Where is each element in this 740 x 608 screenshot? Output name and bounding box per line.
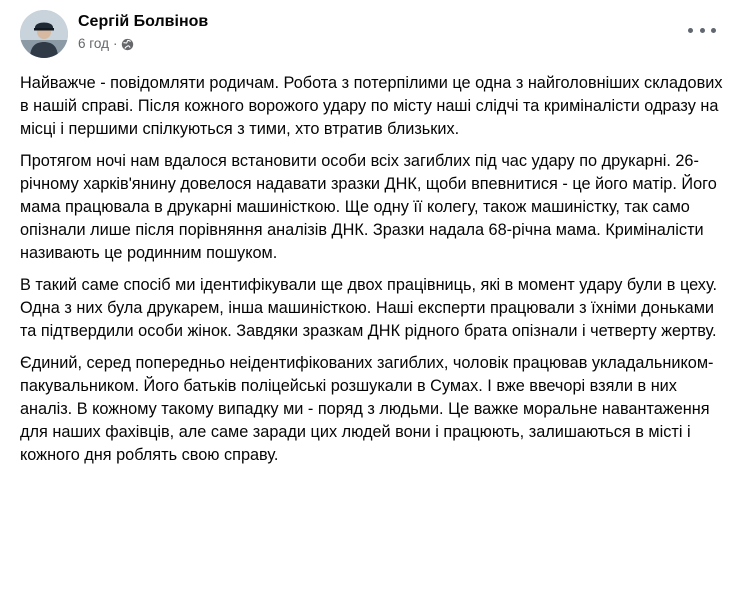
more-dot — [700, 28, 705, 33]
post-header — [20, 10, 208, 58]
post-paragraph: Найважче - повідомляти родичам. Робота з потерпілими це одна з найголовніших складових в нашій справі. Після кожного ворожого удару по місту наші слідчі та криміналісти одразу на місці і першими спілкуються з тими, хто втратив близьких. — [20, 74, 723, 138]
post-body — [20, 72, 725, 476]
avatar[interactable] — [20, 10, 68, 58]
post-timestamp[interactable]: 6 год — [78, 36, 109, 51]
more-options-icon[interactable] — [688, 22, 716, 38]
author-name[interactable]: Сергій Болвінов — [78, 13, 209, 30]
post-meta — [78, 10, 208, 53]
more-dot — [711, 28, 716, 33]
globe-icon[interactable] — [121, 38, 134, 51]
more-dot — [688, 28, 693, 33]
post-paragraph: Протягом ночі нам вдалося встановити особи всіх загиблих під час удару по друкарні. 26-річному харків'янину довелося надавати зразки ДНК, щоби впевнитися - це його матір. Його мама працювала в друкарні машиністкою. Ще одну її колегу, також машиністку, так само опізнали лише після порівняння аналізів ДНК. Зразки надала 68-річна мама. Криміналісти називають це родинним пошуком. — [20, 152, 717, 262]
post-paragraph: Єдиний, серед попередньо неідентифікованих загиблих, чоловік працював укладальником-пакувальником. Його батьків поліцейські розшукали в Сумах. І вже ввечорі взяли в них аналіз. В кожному такому випадку ми - поряд з людьми. Це важке моральне навантаження для наших фахівців, але саме заради цих людей вони і працюють, залишаються в місті і кожного дня роблять свою справу. — [20, 354, 714, 464]
post-subline — [78, 35, 208, 53]
separator-dot: · — [112, 36, 118, 51]
post-paragraph: В такий саме спосіб ми ідентифікували ще двох працівниць, які в момент удару були в цеху. Одна з них була друкарем, інша машиністкою. Наші експерти працювали з їхніми доньками та підтвердили особи жінок. Завдяки зразкам ДНК рідного брата опізнали і четверту жертву. — [20, 276, 717, 340]
